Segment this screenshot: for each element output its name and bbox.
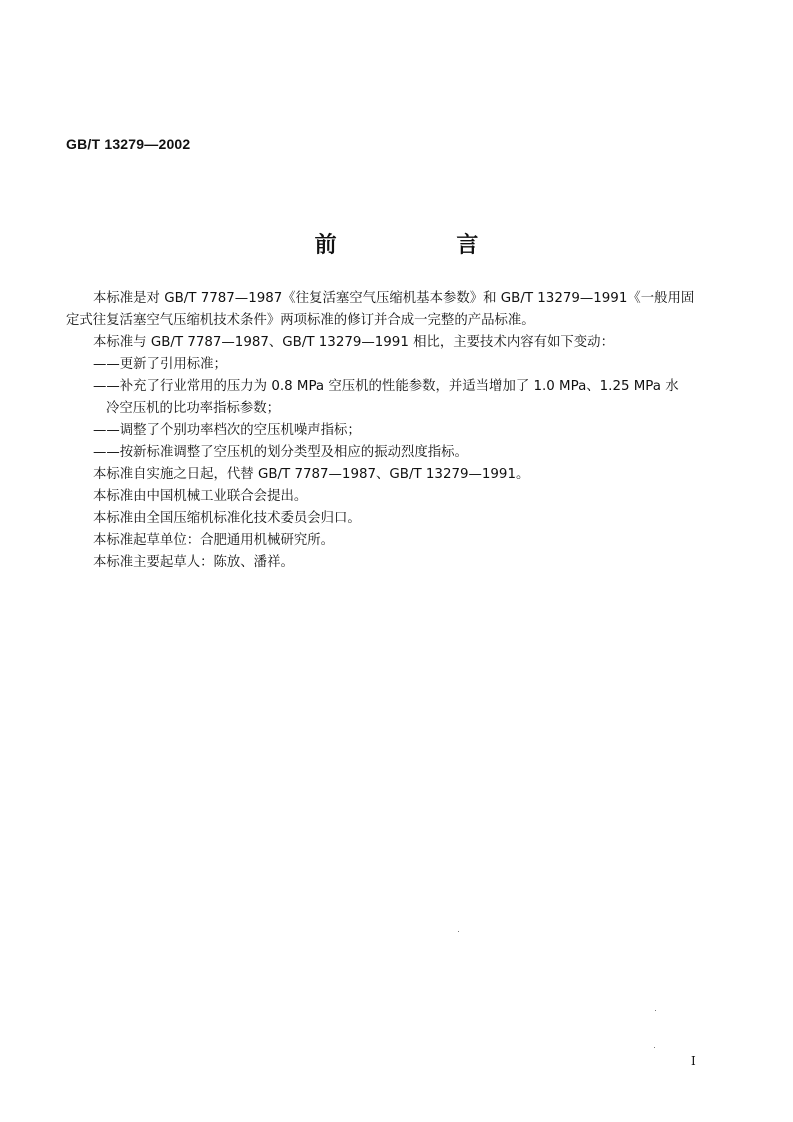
scan-speck: [654, 1047, 655, 1048]
change-item-2-line-1: ——补充了行业常用的压力为 0.8 MPa 空压机的性能参数，并适当增加了 1.0 MPa、1.25 MPa 水: [93, 379, 679, 394]
change-item-3: ——调整了个别功率档次的空压机噪声指标；: [93, 423, 361, 438]
change-item-1: ——更新了引用标准；: [93, 357, 227, 372]
page-number: I: [691, 1054, 696, 1068]
scan-speck: [655, 1010, 656, 1011]
change-item-2-line-2: 冷空压机的比功率指标参数；: [106, 401, 281, 416]
paragraph-1-line-1: 本标准是对 GB/T 7787—1987《往复活塞空气压缩机基本参数》和 GB/T 13279—1991《一般用固: [93, 291, 695, 306]
paragraph-3: 本标准自实施之日起，代替 GB/T 7787—1987、GB/T 13279—1991。: [93, 467, 530, 482]
page-title: 前 言: [314, 233, 535, 258]
scan-speck: [458, 931, 459, 932]
standard-number: GB/T 13279—2002: [66, 136, 191, 152]
paragraph-6: 本标准起草单位：合肥通用机械研究所。: [93, 533, 335, 548]
paragraph-4: 本标准由中国机械工业联合会提出。: [93, 489, 308, 504]
paragraph-5: 本标准由全国压缩机标准化技术委员会归口。: [93, 511, 361, 526]
paragraph-7: 本标准主要起草人：陈放、潘祥。: [93, 555, 294, 570]
change-item-4: ——按新标准调整了空压机的划分类型及相应的振动烈度指标。: [93, 445, 468, 460]
paragraph-1-line-2: 定式往复活塞空气压缩机技术条件》两项标准的修订并合成一完整的产品标准。: [66, 313, 535, 328]
foreword-body: [66, 288, 726, 574]
paragraph-2: 本标准与 GB/T 7787—1987、GB/T 13279—1991 相比，主要技术内容有如下变动：: [93, 335, 614, 350]
